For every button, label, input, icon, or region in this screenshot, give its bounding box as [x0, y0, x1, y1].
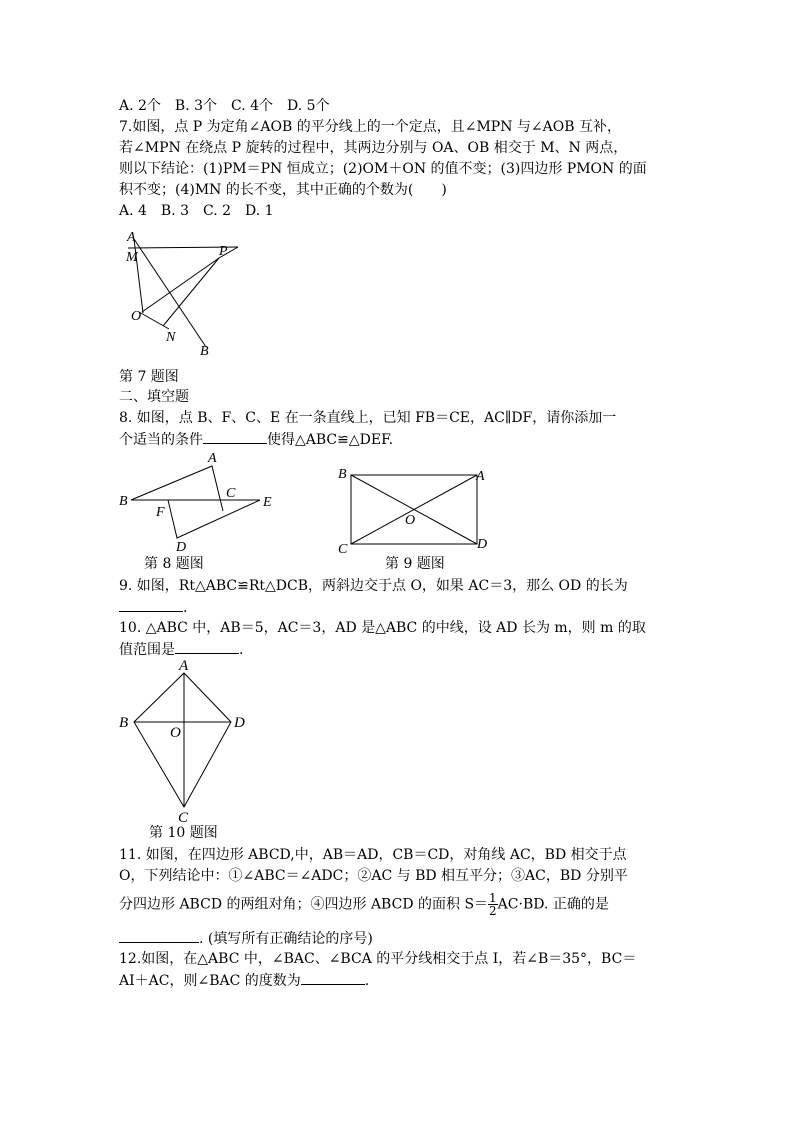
q9-caption: 第 9 题图	[385, 556, 445, 572]
q9-line-2	[119, 597, 187, 618]
label-b: B	[338, 467, 347, 482]
label-o: O	[131, 309, 142, 324]
label-c: C	[226, 486, 236, 501]
q8-line-2	[119, 429, 393, 450]
q12-line-1: 12.如图，在△ABC 中，∠BAC、∠BCA 的平分线相交于点 I，若∠B＝35°，BC＝	[119, 951, 637, 967]
q11-line-3b: AC·BD. 正确的是	[497, 896, 609, 913]
label-a: A	[208, 451, 217, 466]
figure-7	[118, 225, 248, 365]
label-d: D	[176, 540, 187, 555]
figure-9-diagram	[335, 462, 495, 557]
label-f: F	[156, 505, 165, 520]
q8-caption: 第 8 题图	[144, 556, 204, 572]
label-b: B	[200, 344, 209, 359]
q9-answer-blank[interactable]	[119, 597, 183, 612]
q12-line-2a: AI＋AC，则∠BAC 的度数为	[119, 973, 301, 989]
q11-line-4	[119, 928, 373, 949]
q11-line-3	[119, 892, 609, 917]
figure-8-diagram	[118, 450, 283, 560]
label-a: A	[179, 658, 189, 674]
label-o: O	[170, 725, 181, 741]
figure-10-diagram	[118, 655, 258, 825]
q10-line-2b: .	[239, 642, 244, 658]
q11-line-1: 11. 如图，在四边形 ABCD,中，AB＝AD，CB＝CD，对角线 AC，BD 相交于点	[119, 847, 627, 863]
section-title: 二、填空题	[119, 389, 189, 405]
figure-10	[118, 655, 258, 825]
q12-answer-blank[interactable]	[301, 970, 365, 985]
figure-7-diagram	[118, 225, 248, 365]
q6-options: A. 2个 B. 3个 C. 4个 D. 5个	[119, 98, 330, 114]
q10-answer-blank[interactable]	[175, 639, 239, 654]
label-b: B	[119, 715, 129, 731]
label-p: P	[219, 244, 228, 259]
label-a: A	[476, 469, 485, 484]
q12-line-2	[119, 970, 369, 991]
label-o: O	[405, 513, 416, 528]
q8-line-1: 8. 如图，点 B、F、C、E 在一条直线上，已知 FB＝CE，AC∥DF，请你添加一	[119, 410, 617, 426]
q12-line-2b: .	[364, 973, 370, 989]
q7-caption: 第 7 题图	[119, 369, 179, 385]
label-e: E	[263, 495, 272, 510]
q7-line-4: 积不变；(4)MN 的长不变，其中正确的个数为( )	[119, 182, 447, 198]
q8-line-2b: 使得△ABC≌△DEF.	[267, 432, 394, 448]
q8-line-2a: 个适当的条件	[119, 432, 203, 448]
figure-9	[335, 462, 495, 557]
q7-line-2: 若∠MPN 在绕点 P 旋转的过程中，其两边分别与 OA、OB 相交于 M、N 两点，	[119, 140, 628, 156]
triangle-def	[168, 500, 260, 538]
q7-line-3: 则以下结论：(1)PM＝PN 恒成立；(2)OM＋ON 的值不变；(3)四边形 PMON 的面	[119, 161, 647, 177]
label-a: A	[127, 230, 136, 245]
q8-answer-blank[interactable]	[203, 429, 267, 444]
q10-caption: 第 10 题图	[149, 825, 218, 841]
label-n: N	[166, 330, 176, 345]
fraction-one-half: $\frac{1}{2}$	[489, 891, 497, 918]
kite-abcd	[134, 673, 231, 807]
q11-line-2: O，下列结论中：①∠ABC＝∠ADC；②AC 与 BD 相互平分；③AC，BD 分别平	[119, 868, 628, 884]
label-b: B	[119, 494, 128, 509]
q10-line-1: 10. △ABC 中，AB＝5，AC＝3，AD 是△ABC 的中线，设 AD 长为 m，则 m 的取	[119, 620, 646, 636]
segment-on	[139, 312, 169, 329]
q9-line-1: 9. 如图，Rt△ABC≌Rt△DCB，两斜边交于点 O，如果 AC＝3，那么 OD 的长为	[119, 578, 628, 594]
label-m: M	[126, 250, 138, 265]
q11-answer-blank[interactable]	[119, 928, 199, 943]
figure-8	[118, 450, 283, 560]
label-d: D	[477, 537, 488, 552]
q11-line-4-text: . (填写所有正确结论的序号)	[199, 931, 373, 947]
label-d: D	[234, 715, 245, 731]
segment-np	[163, 258, 219, 326]
triangle-abc	[131, 466, 223, 511]
q7-line-1: 7.如图，点 P 为定角∠AOB 的平分线上的一个定点，且∠MPN 与∠AOB 互补，	[119, 119, 621, 135]
q10-line-2a: 值范围是	[119, 642, 175, 658]
q9-line-2-end: .	[183, 600, 188, 616]
label-c: C	[338, 542, 348, 557]
q7-options: A. 4 B. 3 C. 2 D. 1	[119, 203, 274, 219]
segment-op	[142, 258, 219, 312]
label-c: C	[178, 810, 189, 826]
q11-line-3a: 分四边形 ABCD 的两组对角；④四边形 ABCD 的面积 S＝	[119, 896, 489, 913]
